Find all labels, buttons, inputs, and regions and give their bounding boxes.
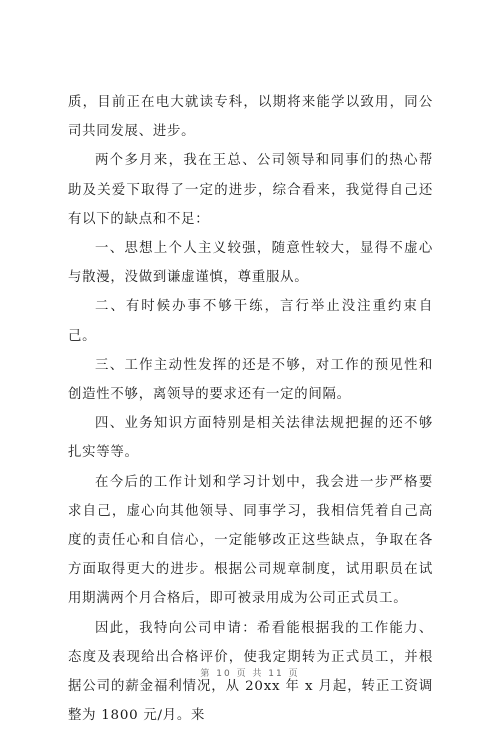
paragraph-point-one: 一、思想上个人主义较强，随意性较大，显得不虚心与散漫，没做到谦虚谨慎，尊重服从。 [68, 241, 433, 286]
paragraph-point-three: 三、工作主动性发挥的还是不够，对工作的预见性和创造性不够，离领导的要求还有一定的间隔。 [68, 357, 433, 403]
paragraph-application: 因此，我特向公司申请：希看能根据我的工作能力、态度及表现给出合格评价，使我定期转为正式员工，并根据公司的薪金福利情况，从 20xx 年 x 月起，转正工资调整为 1800 元/月。来 [68, 620, 433, 724]
paragraph-continuation: 质，目前正在电大就读专科，以期将来能学以致用，同公司共同发展、进步。 [68, 95, 433, 140]
paragraph-point-two: 二、有时候办事不够干练，言行举止没注重约束自己。 [68, 299, 433, 344]
page-number-footer: 第 10 页 共 11 页 [200, 669, 300, 679]
paragraph-point-four: 四、业务知识方面特别是相关法律法规把握的还不够扎实等等。 [68, 416, 433, 461]
paragraph-shortcomings-intro: 两个多月来，我在王总、公司领导和同事们的热心帮助及关爱下取得了一定的进步，综合看来，我觉得自己还有以下的缺点和不足： [68, 153, 433, 227]
document-body [68, 88, 433, 730]
paragraph-future-plan: 在今后的工作计划和学习计划中，我会进一步严格要求自己，虚心向其他领导、同事学习，我相信凭着自己高度的责任心和自信心，一定能够改正这些缺点，争取在各方面取得更大的进步。根据公司规章制度，试用职员在试用期满两个月合格后，即可被录用成为公司正式员工。 [68, 474, 433, 607]
